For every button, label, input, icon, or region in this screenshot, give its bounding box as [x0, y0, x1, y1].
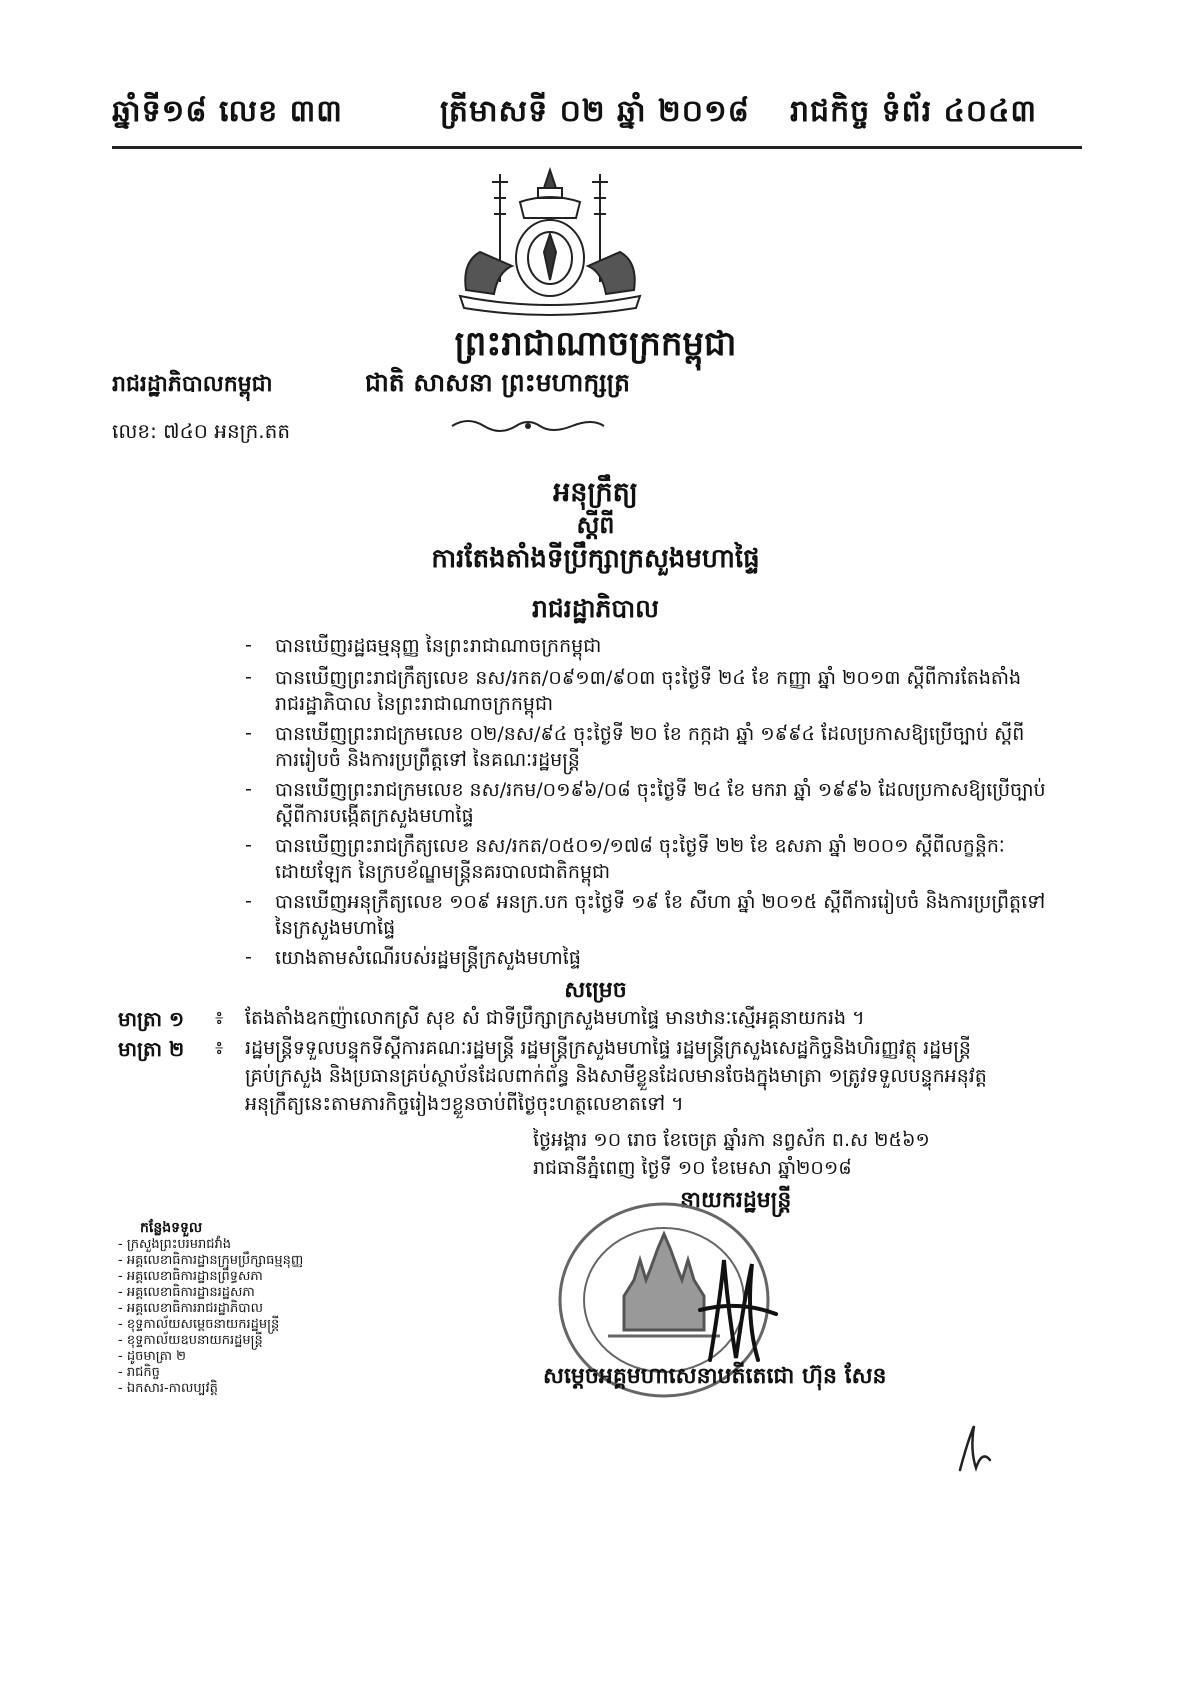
header-divider [112, 146, 1082, 149]
article-2-text-cont: អនុក្រឹត្យនេះតាមភារកិច្ចរៀងៗខ្លួនចាប់ពីថ្ងៃចុះហត្ថលេខាតទៅ ។ [245, 1093, 684, 1115]
reference-number: លេខ: ៧៤០ អនក្រ.តត [112, 419, 291, 443]
consideration-item-cont: ការរៀបចំ និងការប្រព្រឹត្តទៅ នៃគណៈរដ្ឋមន្ត្រី [275, 749, 580, 771]
cc-item: - អគ្គលេខាធិការដ្ឋានរដ្ឋសភា [118, 1285, 255, 1300]
bullet-dash: - [245, 722, 252, 744]
cc-item: - ដូចមាត្រា ២ [118, 1349, 186, 1364]
about-label: ស្តីពី [576, 511, 615, 539]
national-motto: ជាតិ សាសនា ព្រះមហាក្សត្រ [365, 368, 630, 397]
cc-heading: កន្លែងទទួល [140, 1220, 203, 1236]
cc-item: - អគ្គលេខាធិការរាជរដ្ឋាភិបាល [118, 1301, 263, 1316]
decision-heading: សម្រេច [564, 978, 627, 1003]
consideration-item: បានឃើញព្រះរាជក្រឹត្យលេខ នស/រកត/០៩១៣/៩០៣ ចុះថ្ងៃទី ២៤ ខែ កញ្ញា ឆ្នាំ ២០១៣ ស្តីពីការតែងតាំង [275, 667, 1022, 689]
consideration-item-cont: រាជរដ្ឋាភិបាល នៃព្រះរាជាណាចក្រកម្ពុជា [275, 693, 554, 715]
article-colon: ៖ [215, 1007, 224, 1029]
signer-title: នាយករដ្ឋមន្ត្រី [680, 1188, 792, 1213]
cc-item: - អគ្គលេខាធិការដ្ឋានក្រុមប្រឹក្សាធម្មនុញ្ញ [118, 1253, 304, 1268]
article-2-text: រដ្ឋមន្ត្រីទទួលបន្ទុកទីស្តីការគណៈរដ្ឋមន្ត្រី រដ្ឋមន្ត្រីក្រសួងមហាផ្ទៃ រដ្ឋមន្ត្រីក្រសួងសេដ្ឋកិច្ចនិងហិរញ្ញវត្ថុ រដ្ឋមន្ត្រី [245, 1037, 971, 1059]
bullet-dash: - [245, 946, 252, 968]
solar-date: រាជធានីភ្នំពេញ ថ្ងៃទី ១០ ខែមេសា ឆ្នាំ២០១៨ [533, 1157, 852, 1179]
consideration-item-cont: ដោយឡែក នៃក្របខ័ណ្ឌមន្ត្រីនគរបាលជាតិកម្ពុជា [275, 861, 611, 883]
bullet-dash: - [245, 890, 252, 912]
article-2-text-cont: គ្រប់ក្រសួង និងប្រធានគ្រប់ស្ថាប័នដែលពាក់ព័ន្ធ និងសាមីខ្លួនដែលមានចែងក្នុងមាត្រា ១ត្រូវទទួលបន្ទុកអនុវត្ត [245, 1065, 987, 1087]
document-type-title: អនុក្រឹត្យ [553, 477, 638, 508]
consideration-item: យោងតាមសំណើរបស់រដ្ឋមន្ត្រីក្រសួងមហាផ្ទៃ [275, 947, 581, 969]
gazette-page: រាជកិច្ច ទំព័រ ៤០៤៣ [790, 94, 1038, 129]
initials-mark [950, 1420, 1000, 1480]
article-2-label: មាត្រា ២ [118, 1037, 185, 1061]
consideration-item: បានឃើញរដ្ឋធម្មនុញ្ញ នៃព្រះរាជាណាចក្រកម្ពុជា [275, 635, 602, 657]
bullet-dash: - [245, 778, 252, 800]
cc-item: - រាជកិច្ច [118, 1365, 160, 1380]
consideration-item: បានឃើញព្រះរាជក្រមលេខ ០២/នស/៩៤ ចុះថ្ងៃទី ២០ ខែ កក្កដា ឆ្នាំ ១៩៩៤ ដែលប្រកាសឱ្យប្រើច្បាប់ ស្តីពី [275, 723, 1025, 745]
bullet-dash: - [245, 834, 252, 856]
article-colon: ៖ [215, 1037, 224, 1059]
cc-item: - ក្រសួងព្រះបរមរាជវាំង [118, 1237, 232, 1252]
government-label: រាជរដ្ឋាភិបាលកម្ពុជា [112, 372, 273, 397]
cc-item: - ខុទ្ទកាល័យសម្តេចនាយករដ្ឋមន្ត្រី [118, 1317, 280, 1332]
consideration-item: បានឃើញអនុក្រឹត្យលេខ ១០៩ អនក្រ.បក ចុះថ្ងៃទី ១៩ ខែ សីហា ឆ្នាំ ២០១៥ ស្តីពីការរៀបចំ និងការប្រព្រឹត្តទៅ [275, 891, 1046, 913]
issuer-heading: រាជរដ្ឋាភិបាល [532, 594, 659, 623]
signer-name: សម្តេចអគ្គមហាសេនាបតីតេជោ ហ៊ុន សែន [543, 1364, 887, 1389]
cc-item: - អគ្គលេខាធិការដ្ឋានព្រឹទ្ធសភា [118, 1269, 263, 1284]
document-subject: ការតែងតាំងទីប្រឹក្សាក្រសួងមហាផ្ទៃ [431, 544, 760, 574]
cc-item: - ខុទ្ទកាល័យឧបនាយករដ្ឋមន្ត្រី [118, 1333, 263, 1348]
lunar-date: ថ្ងៃអង្គារ ១០ រោច ខែចេត្រ ឆ្នាំរកា នព្វស័ក ព.ស ២៥៦១ [533, 1129, 930, 1151]
article-1-label: មាត្រា ១ [118, 1007, 185, 1031]
consideration-item-cont: ស្តីពីការបង្កើតក្រសួងមហាផ្ទៃ [275, 805, 474, 827]
gazette-year-issue: ឆ្នាំទី១៨ លេខ ៣៣ [112, 94, 343, 129]
bullet-dash: - [245, 666, 252, 688]
article-1-text: តែងតាំងឧកញ៉ាលោកស្រី សុខ សំ ជាទីប្រឹក្សាក្រសួងមហាផ្ទៃ មានឋានៈស្មើអគ្គនាយករង ។ [245, 1007, 865, 1029]
bullet-dash: - [245, 634, 252, 656]
consideration-item: បានឃើញព្រះរាជក្រឹត្យលេខ នស/រកត/០៥០១/១៧៨ ចុះថ្ងៃទី ២២ ខែ ឧសភា ឆ្នាំ ២០០១ ស្តីពីលក្ខន្តិកៈ [275, 835, 1005, 857]
royal-coat-of-arms-emblem [440, 162, 660, 322]
consideration-item-cont: នៃក្រសួងមហាផ្ទៃ [275, 917, 396, 939]
kingdom-title: ព្រះរាជាណាចក្រកម្ពុជា [454, 324, 737, 364]
cc-item: - ឯកសារ-កាលប្បវត្តិ [118, 1381, 218, 1396]
ornament-divider [448, 414, 608, 438]
consideration-item: បានឃើញព្រះរាជក្រមលេខ នស/រកម/០១៩៦/០៨ ចុះថ្ងៃទី ២៤ ខែ មករា ឆ្នាំ ១៩៩៦ ដែលប្រកាសឱ្យប្រើច្បាប់ [275, 779, 1046, 801]
handwritten-signature [680, 1240, 790, 1370]
gazette-quarter: ត្រីមាសទី ០២ ឆ្នាំ ២០១៨ [440, 94, 750, 129]
